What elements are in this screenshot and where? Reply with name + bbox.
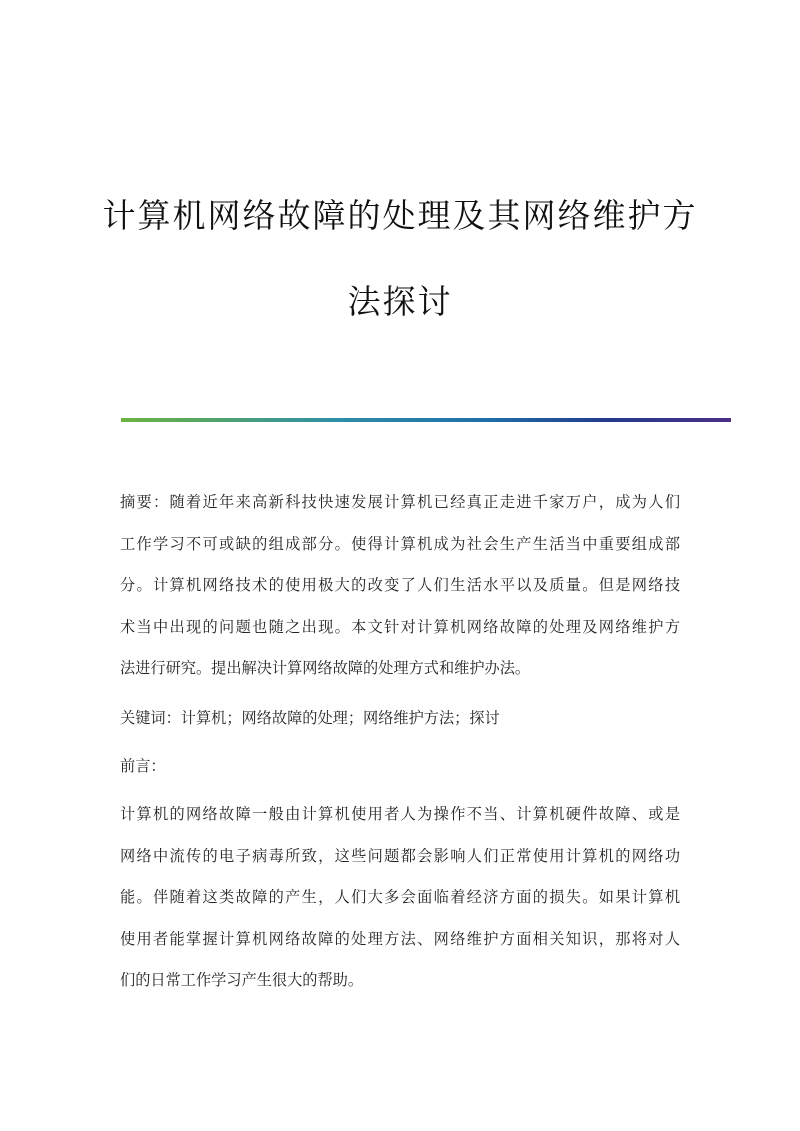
document-title-line-2: 法探讨 [347,282,453,321]
preface-line: 能。伴随着这类故障的产生，人们大多会面临着经济方面的损失。如果计算机 [120,888,680,906]
abstract-line: 工作学习不可或缺的组成部分。使得计算机成为社会生产生活当中重要组成部 [120,534,680,553]
abstract-line: 摘要：随着近年来高新科技快速发展计算机已经真正走进千家万户，成为人们 [120,493,680,511]
title-divider [121,418,731,422]
preface-line: 网络中流传的电子病毒所致，这些问题都会影响人们正常使用计算机的网络功 [120,846,680,865]
preface-line: 计算机的网络故障一般由计算机使用者人为操作不当、计算机硬件故障、或是 [120,805,680,823]
abstract-line: 分。计算机网络技术的使用极大的改变了人们生活水平以及质量。但是网络技 [120,576,680,594]
preface-heading-text: 前言： [120,757,166,775]
abstract-line: 法进行研究。提出解决计算网络故障的处理方式和维护办法。 [120,659,531,677]
preface-section [120,794,680,1002]
document-title-line-1: 计算机网络故障的处理及其网络维护方 [102,196,698,235]
preface-heading [120,746,680,788]
keywords-text: 关键词：计算机；网络故障的处理；网络维护方法；探讨 [120,709,500,727]
abstract-line: 术当中出现的问题也随之出现。本文针对计算机网络故障的处理及网络维护方 [120,617,680,636]
keywords-section [120,698,680,740]
preface-line: 使用者能掌握计算机网络故障的处理方法、网络维护方面相关知识，那将对人 [120,929,680,948]
abstract-section [120,482,680,690]
preface-line: 们的日常工作学习产生很大的帮助。 [120,971,363,989]
